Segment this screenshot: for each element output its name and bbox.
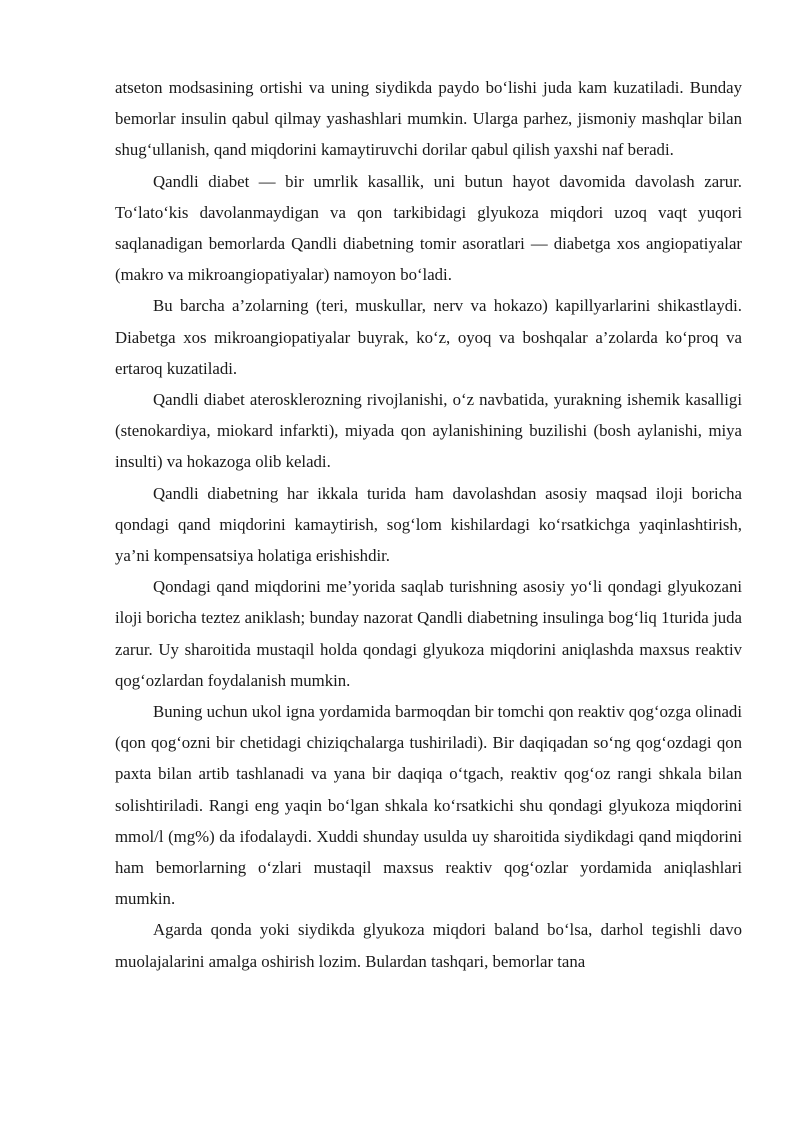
- paragraph-lifelong-disease: Qandli diabet — bir umrlik kasallik, uni butun hayot davomida davolash zarur. To‘lato‘kis davolanmaydigan va qon tarkibidagi glyukoza miqdori uzoq vaqt yuqori saqlanadigan bemorlarda Qandli diabetning tomir asoratlari — diabetga xos angiopatiyalar (makro va mikroangiopatiyalar) namoyon bo‘ladi.: [115, 171, 742, 285]
- paragraph-continuation: atseton modsasining ortishi va uning siydikda paydo bo‘lishi juda kam kuzatiladi. Bunday bemorlar insulin qabul qilmay yashashlari mumkin. Ularga parhez, jismoniy mashqlar bilan shug‘ullanish, qand miqdorini kamaytiruvchi dorilar qabul qilish yaxshi naf beradi.: [115, 78, 742, 160]
- paragraph-glucose-control: Qondagi qand miqdorini me’yorida saqlab turishning asosiy yo‘li qondagi glyukozani iloji boricha teztez aniklash; bunday nazorat Qandli diabetning insulinga bog‘liq 1turida juda zarur. Uy sharoitida mustaqil holda qondagi glyukoza miqdorini aniqlashda maxsus reaktiv qog‘ozlardan foydalanish mumkin.: [115, 577, 742, 690]
- document-page: [115, 72, 742, 977]
- paragraph-test-strips: Buning uchun ukol igna yordamida barmoqdan bir tomchi qon reaktiv qog‘ozga olinadi (qon qog‘ozni bir chetidagi chiziqchalarga tushiriladi). Bir daqiqadan so‘ng qog‘ozdagi qon paxta bilan artib tashlanadi va yana bir daqiqa o‘tgach, reaktiv qog‘oz rangi shkala bilan solishtiriladi. Rangi eng yaqin bo‘lgan shkala ko‘rsatkichi shu qondagi glyukoza miqdorini mmol/l (mg%) da ifodalaydi. Xuddi shunday usulda uy sharoitida siydikdagi qand miqdorini ham bemorlarning o‘zlari mustaqil maxsus reaktiv qog‘ozlar yordamida aniqlashlari mumkin.: [115, 702, 742, 909]
- paragraph-treatment-goal: Qandli diabetning har ikkala turida ham davolashdan asosiy maqsad iloji boricha qondagi qand miqdorini kamaytirish, sog‘lom kishilardagi ko‘rsatkichga yaqinlashtirish, ya’ni kompensatsiya holatiga erishishdir.: [115, 483, 742, 566]
- paragraph-high-glucose: Agarda qonda yoki siydikda glyukoza miqdori baland bo‘lsa, darhol tegishli davo muolajalarini amalga oshirish lozim. Bulardan tashqari, bemorlar tana: [115, 920, 742, 971]
- paragraph-capillaries: Bu barcha a’zolarning (teri, muskullar, nerv va hokazo) kapillyarlarini shikastlaydi. Diabetga xos mikroangiopatiyalar buyrak, ko‘z, oyoq va boshqalar a’zolarda ko‘proq va ertaroq kuzatiladi.: [115, 296, 742, 378]
- paragraph-atherosclerosis: Qandli diabet aterosklerozning rivojlanishi, o‘z navbatida, yurakning ishemik kasalligi (stenokardiya, miokard infarkti), miyada qon aylanishining buzilishi (bosh aylanishi, miya insulti) va hokazoga olib keladi.: [115, 390, 742, 472]
